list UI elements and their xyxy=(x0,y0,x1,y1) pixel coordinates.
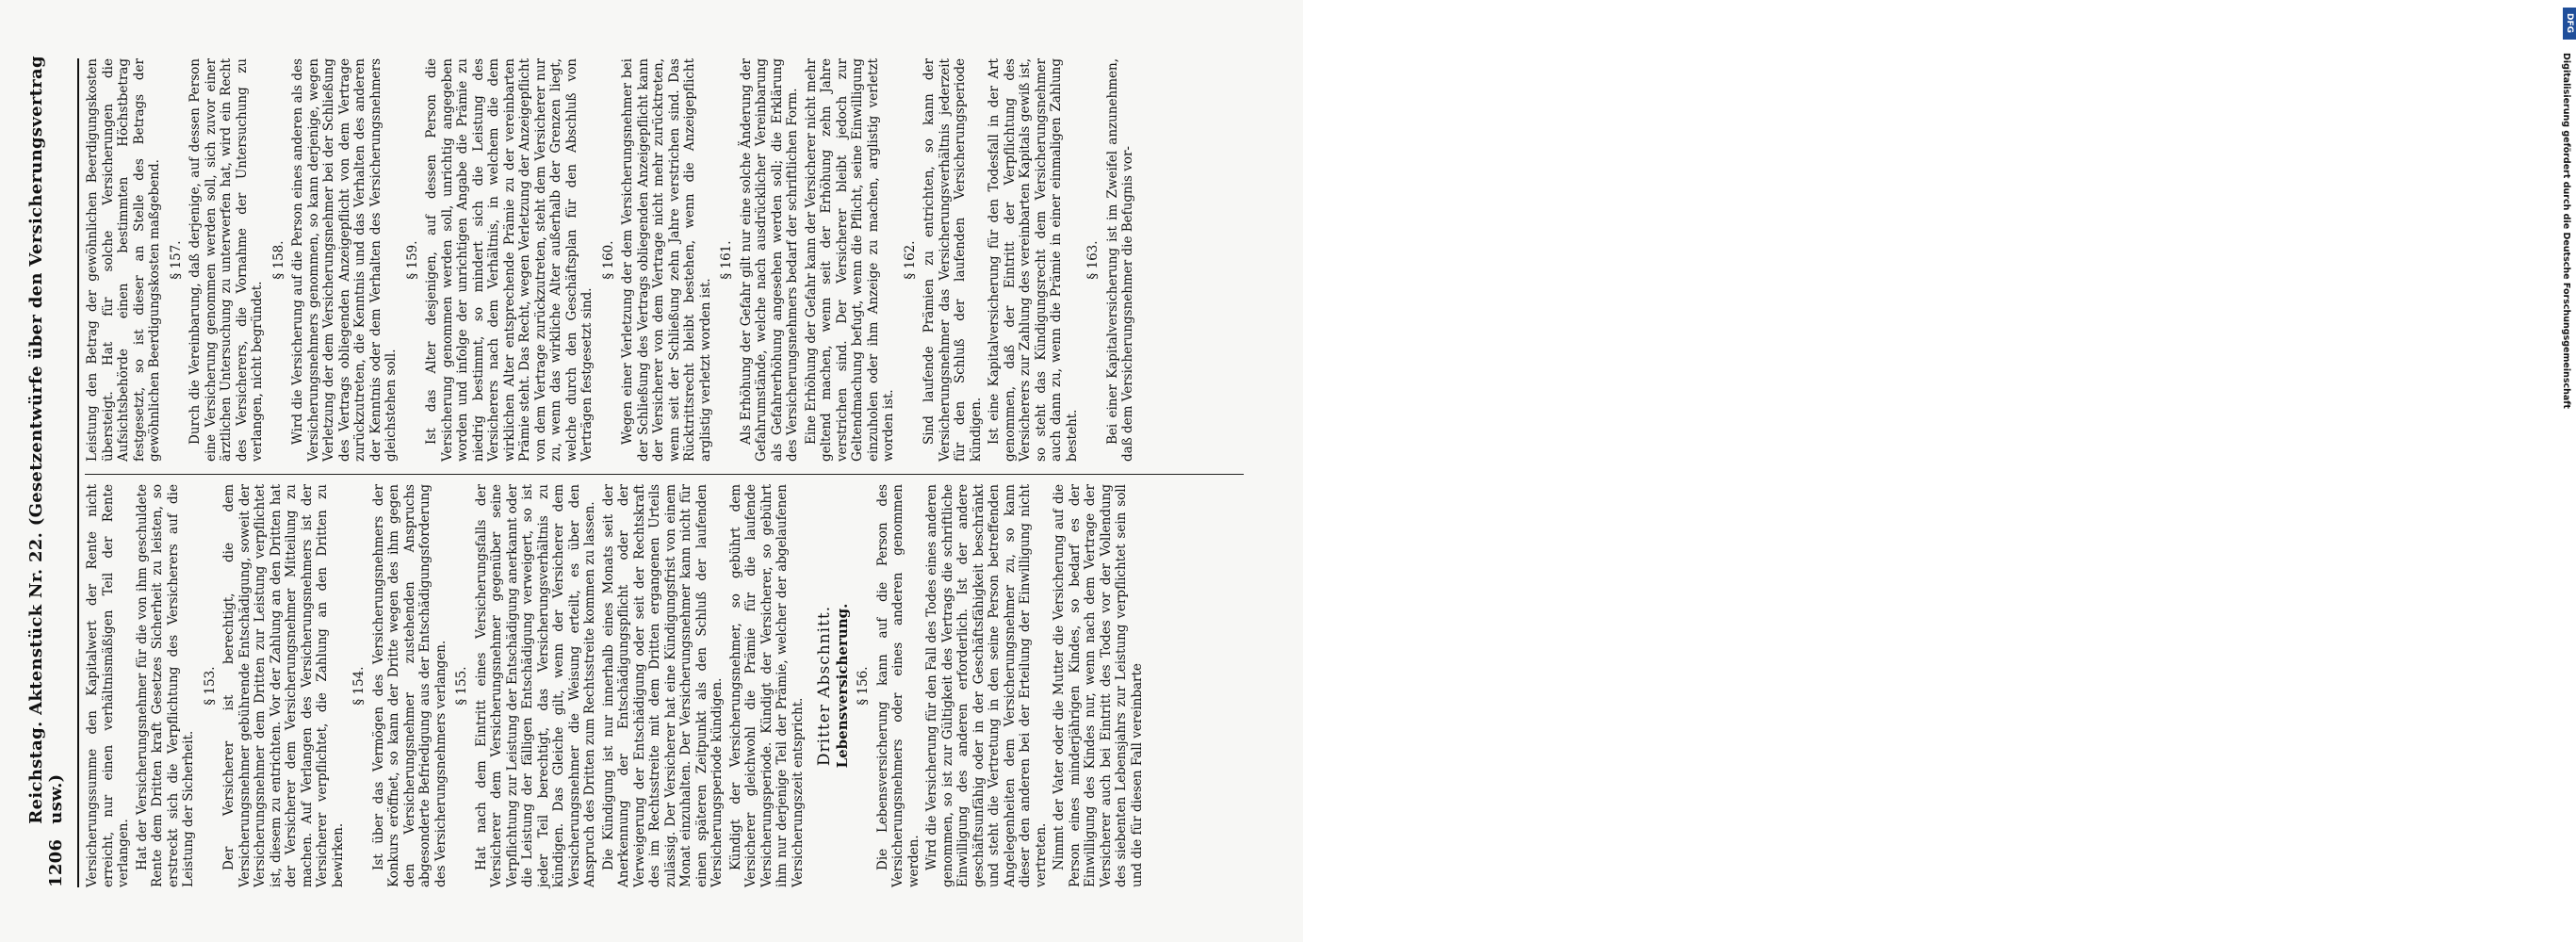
section-mark: § 159. xyxy=(404,240,420,280)
paragraph: Hat nach dem Eintritt eines Versicherungsfalls der Versicherer dem Versicherungsnehmer gegenüber seine Verpflichtung zur Leistung der Entschädigung anerkannt oder die Leistung der fälligen Entschädigung verweigert, so ist jeder Teil berechtigt, das Versicherungsverhältnis zu kündigen. Das Gleiche gilt, wenn der Versicherer dem Versicherungsnehmer die Weisung erteilt, es über den Anspruch des Dritten zum Rechtsstreite kommen zu lassen. xyxy=(473,484,597,887)
left-column xyxy=(85,484,1253,887)
section-mark: § 155. xyxy=(454,666,469,706)
dfg-logo: DFG xyxy=(2563,8,2576,40)
paragraph: Die Lebensversicherung kann auf die Person des Versicherungsnehmers oder eines anderen genommen werden. xyxy=(874,484,921,887)
paragraph: Kündigt der Versicherungsnehmer, so gebührt dem Versicherer gleichwohl die Prämie für die laufende Versicherungsperiode. Kündigt der Versicherer, so gebührt ihm nur derjenige Teil der Prämie, welcher der abgelaufenen Versicherungszeit entspricht. xyxy=(727,484,806,887)
paragraph: Bei einer Kapitalversicherung ist im Zweifel anzunehmen, daß dem Versicherungsnehmer die Befugnis vor- xyxy=(1104,58,1135,462)
paragraph: Als Erhöhung der Gefahr gilt nur eine solche Änderung der Gefahrumstände, welche nach ausdrücklicher Vereinbarung als Gefahrerhöhung angesehen werden soll; die Erklärung des Versicherungsnehmers bedarf der schriftlichen Form. xyxy=(738,58,800,462)
paragraph: Die Kündigung ist nur innerhalb eines Monats seit der Anerkennung der Entschädigungspflicht oder der Verweigerung der Entschädigung oder seit der Rechtskraft des im Rechtsstreite mit dem Dritten ergangenen Urteils zulässig. Der Versicherer hat eine Kündigungsfrist von einem Monat einzuhalten. Der Versicherungsnehmer kann nicht für einen späteren Zeitpunkt als den Schluß der laufenden Versicherungsperiode kündigen. xyxy=(600,484,725,887)
section-mark: § 154. xyxy=(351,666,367,706)
paragraph: Leistung den Betrag der gewöhnlichen Beerdigungskosten übersteigt. Hat für solche Versicherungen die Aufsichtsbehörde einen bestimmten Höchstbetrag festgesetzt, so ist dieser an Stelle des Betrags der gewöhnlichen Beerdigungskosten maßgebend. xyxy=(85,58,162,462)
paragraph: Wegen einer Verletzung der dem Versicherungsnehmer bei der Schließung des Vertrags obliegenden Anzeigepflicht kann der Versicherer von dem Vertrage nicht mehr zurücktreten, wenn seit der Schließung zehn Jahre verstrichen sind. Das Rücktrittsrecht bleibt bestehen, wenn die Anzeigepflicht arglistig verletzt worden ist. xyxy=(620,58,713,462)
column-divider xyxy=(85,474,1244,475)
paragraph: Wird die Versicherung auf die Person eines anderen als des Versicherungsnehmers genommen, so kann derjenige, wegen Verletzung der dem Versicherungsnehmer bei der Schließung des Vertrags obliegenden Anzeigepflicht von dem Vertrage zurückzutreten, die Kenntnis und das Verhalten des anderen der Kenntnis oder dem Verhalten des Versicherungsnehmers gleichstehen soll. xyxy=(290,58,399,462)
digitization-credit xyxy=(2561,8,2576,940)
paragraph: Wird die Versicherung für den Fall des Todes eines anderen genommen, so ist zur Gültigkeit des Vertrags die schriftliche Einwilligung des anderen erforderlich. Ist der andere geschäftsunfähig oder in der Geschäftsfähigkeit beschränkt und steht die Vertretung in den seine Person betreffenden Angelegenheiten dem Versicherungsnehmer zu, so kann dieser den anderen bei der Erteilung der Einwilligung nicht vertreten. xyxy=(924,484,1049,887)
page-number: 1206 xyxy=(46,838,66,887)
section-mark: § 163. xyxy=(1085,240,1101,280)
section-mark: § 156. xyxy=(856,666,871,706)
section-mark: § 153. xyxy=(202,666,218,706)
digitization-credit-strip xyxy=(1278,0,2574,942)
section-mark: § 162. xyxy=(902,240,918,280)
paragraph: Der Versicherer ist berechtigt, die dem Versicherungsnehmer gebührende Entschädigung, soweit der Versicherungsnehmer dem Dritten zur Leistung verpflichtet ist, diesem zu entrichten. Vor der Zahlung an den Dritten hat der Versicherer dem Versicherungsnehmer Mitteilung zu machen. Auf Verlangen des Versicherungsnehmers ist der Versicherer verpflichtet, die Zahlung an den Dritten zu bewirken. xyxy=(221,484,346,887)
chapter-title: Dritter Abschnitt. xyxy=(815,605,834,767)
paragraph: Ist über das Vermögen des Versicherungsnehmers der Konkurs eröffnet, so kann der Dritte wegen des ihm gegen den Versicherungsnehmer zustehenden Anspruchs abgesonderte Befriedigung aus der Entschädigungsforderung des Versicherungsnehmers verlangen. xyxy=(370,484,448,887)
right-column xyxy=(85,58,1253,462)
section-mark: § 158. xyxy=(270,240,286,280)
section-mark: § 157. xyxy=(168,240,184,280)
paragraph: Ist das Alter desjenigen, auf dessen Person die Versicherung genommen werden soll, unrichtig angegeben worden und infolge der unrichtigen Angabe die Prämie zu niedrig bestimmt, so mindert sich die Leistung des Versicherers nach dem Verhältnis, in welchem die dem wirklichen Alter entsprechende Prämie zu der vereinbarten Prämie steht. Das Recht, wegen Verletzung der Anzeigepflicht von dem Vertrage zurückzutreten, steht dem Versicherer nur zu, wenn das wirkliche Alter außerhalb der Grenzen liegt, welche durch den Geschäftsplan für den Abschluß von Verträgen festgesetzt sind. xyxy=(424,58,595,462)
page-running-title: Reichstag. Aktenstück Nr. 22. (Gesetzentwürfe über den Versicherungsvertrag usw.) xyxy=(26,56,66,824)
paragraph: Versicherungssumme den Kapitalwert der Rente nicht erreicht, nur einen verhältnismäßigen Teil der Rente verlangen. xyxy=(85,484,131,887)
section-mark: § 161. xyxy=(719,240,734,280)
paragraph: Eine Erhöhung der Gefahr kann der Versicherer nicht mehr geltend machen, wenn seit der Erhöhung zehn Jahre verstrichen sind. Der Versicherer bleibt jedoch zur Geltendmachung befugt, wenn die Pflicht, seine Einwilligung einzuholen oder ihm Anzeige zu machen, arglistig verletzt worden ist. xyxy=(803,58,896,462)
chapter-subtitle: Lebensversicherung. xyxy=(833,603,851,769)
paragraph: Durch die Vereinbarung, daß derjenige, auf dessen Person eine Versicherung genommen werden soll, sich zuvor einer ärztlichen Untersuchung zu unterwerfen hat, wird ein Recht des Versicherers, die Vornahme der Untersuchung zu verlangen, nicht begründet. xyxy=(187,58,265,462)
paragraph: Hat der Versicherungsnehmer für die von ihm geschuldete Rente dem Dritten kraft Gesetzes Sicherheit zu leisten, so erstreckt sich die Verpflichtung des Versicherers auf die Leistung der Sicherheit. xyxy=(134,484,196,887)
header-rule xyxy=(77,58,79,887)
paragraph: Nimmt der Vater oder die Mutter die Versicherung auf die Person eines minderjährigen Kindes, so bedarf es der Einwilligung des Kindes nur, wenn nach dem Vertrage der Versicherer auch bei Eintritt des Todes vor der Vollendung des siebenten Lebensjahrs zur Leistung verpflichtet sein soll und die für diesen Fall vereinbarte xyxy=(1052,484,1145,887)
paragraph: Ist eine Kapitalversicherung für den Todesfall in der Art genommen, daß der Eintritt der Verpflichtung des Versicherers zur Zahlung des vereinbarten Kapitals gewiß ist, so steht das Kündigungsrecht dem Versicherungsnehmer auch dann zu, wenn die Prämie in einer einmaligen Zahlung besteht. xyxy=(986,58,1080,462)
section-mark: § 160. xyxy=(600,240,616,280)
paragraph: Sind laufende Prämien zu entrichten, so kann der Versicherungsnehmer das Versicherungsverhältnis jederzeit für den Schluß der laufenden Versicherungsperiode kündigen. xyxy=(921,58,984,462)
page-header xyxy=(26,40,66,887)
credit-text: Digitalisierung gefördert durch die Deutsche Forschungsgemeinschaft xyxy=(2561,53,2571,409)
